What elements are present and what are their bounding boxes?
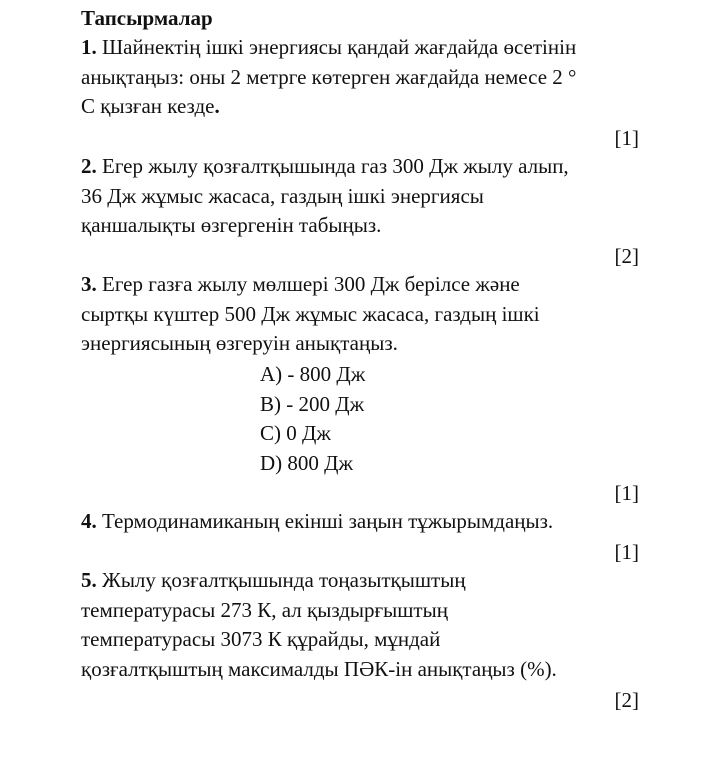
task-2-score: [2] bbox=[614, 244, 639, 268]
task-3-line-2: сыртқы күштер 500 Дж жұмыс жасаса, газдың ішкі bbox=[81, 301, 540, 326]
task-1-text-1: Шайнектің ішкі энергиясы қандай жағдайда өсетінін bbox=[96, 35, 577, 59]
task-3-option-b: B) - 200 Дж bbox=[260, 391, 365, 416]
task-3-option-a: A) - 800 Дж bbox=[260, 362, 366, 386]
task-4-number: 4. bbox=[81, 509, 97, 533]
task-5 bbox=[81, 566, 641, 684]
task-5-line-1 bbox=[81, 566, 641, 596]
task-2-line-3: қаншалықты өзгергенін табыңыз. bbox=[81, 213, 382, 238]
task-3-number: 3. bbox=[81, 272, 97, 296]
task-1-end-mark: . bbox=[214, 94, 220, 119]
task-1-score: [1] bbox=[614, 126, 639, 150]
task-5-line-2: температурасы 273 К, ал қыздырғыштың bbox=[81, 597, 448, 622]
task-5-text-1: Жылу қозғалтқышында тоңазытқыштың bbox=[96, 568, 466, 592]
task-2-number: 2. bbox=[81, 154, 97, 178]
task-2-line-1 bbox=[81, 152, 641, 182]
task-1-line-2: анықтаңыз: оны 2 метрге көтерген жағдайда немесе 2 ° bbox=[81, 64, 577, 89]
task-1 bbox=[81, 33, 641, 122]
worksheet-heading: Тапсырмалар bbox=[81, 6, 213, 30]
task-3-options bbox=[260, 360, 365, 478]
task-5-line-4: қозғалтқыштың максималды ПӘК-ін анықтаңыз (%). bbox=[81, 656, 557, 681]
task-4-score: [1] bbox=[614, 540, 639, 564]
task-5-number: 5. bbox=[81, 568, 97, 592]
task-1-line-3 bbox=[81, 92, 641, 122]
task-2-line-2: 36 Дж жұмыс жасаса, газдың ішкі энергиясы bbox=[81, 183, 484, 208]
task-2 bbox=[81, 152, 641, 241]
task-3-line-3: энергиясының өзгеруін анықтаңыз. bbox=[81, 331, 398, 356]
task-5-line-3: температурасы 3073 К құрайды, мұндай bbox=[81, 627, 441, 652]
task-1-line-1 bbox=[81, 33, 641, 63]
task-3-text-1: Егер газға жылу мөлшері 300 Дж берілсе және bbox=[96, 272, 520, 296]
task-3-score: [1] bbox=[614, 481, 639, 505]
task-3 bbox=[81, 270, 641, 359]
task-3-line-1 bbox=[81, 270, 641, 300]
task-3-option-c: C) 0 Дж bbox=[260, 421, 331, 446]
task-1-number: 1. bbox=[81, 35, 97, 59]
task-3-option-d: D) 800 Дж bbox=[260, 450, 353, 475]
task-1-text-3: С қызған кезде bbox=[81, 94, 215, 119]
task-5-score: [2] bbox=[614, 688, 639, 712]
task-4 bbox=[81, 507, 641, 537]
task-2-text-1: Егер жылу қозғалтқышында газ 300 Дж жылу алып, bbox=[96, 154, 569, 178]
task-4-line-1 bbox=[81, 507, 641, 537]
task-4-text-1: Термодинамиканың екінші заңын тұжырымдаңыз. bbox=[96, 509, 554, 533]
